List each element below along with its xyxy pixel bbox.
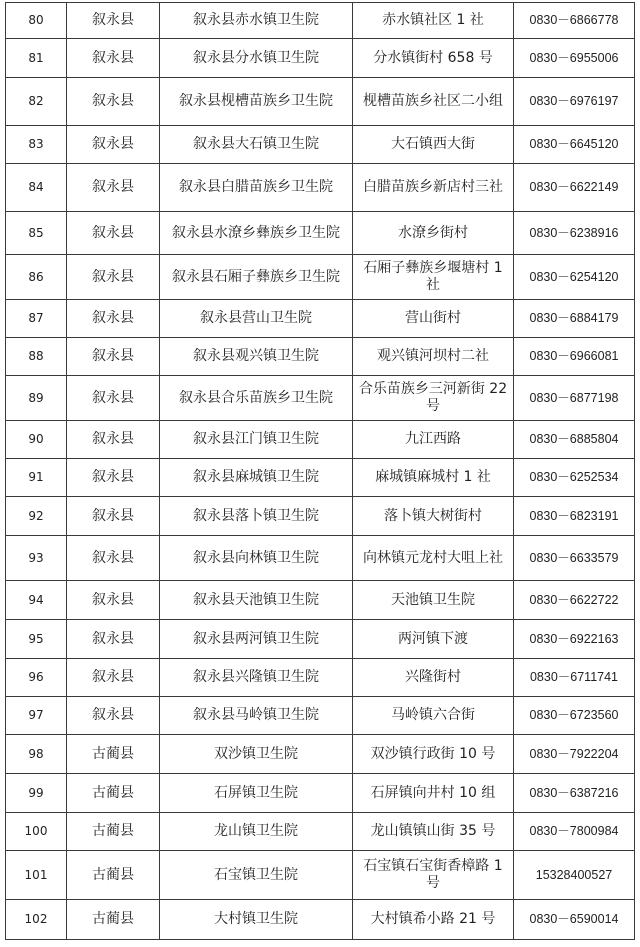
row-index: 98 <box>6 735 67 774</box>
address-cell: 观兴镇河坝村二社 <box>353 338 514 376</box>
county-cell: 叙永县 <box>67 3 160 39</box>
address-cell: 龙山镇镇山街 35 号 <box>353 813 514 851</box>
phone-cell: 0830－7800984 <box>514 813 635 851</box>
row-index: 97 <box>6 697 67 735</box>
phone-cell: 0830－6877198 <box>514 376 635 421</box>
table-row <box>6 497 635 536</box>
hospital-name-cell: 叙永县马岭镇卫生院 <box>160 697 353 735</box>
county-cell: 古蔺县 <box>67 900 160 940</box>
county-cell: 叙永县 <box>67 255 160 300</box>
table-row <box>6 536 635 581</box>
phone-cell: 0830－6823191 <box>514 497 635 536</box>
county-cell: 叙永县 <box>67 421 160 459</box>
address-cell: 分水镇街村 658 号 <box>353 39 514 78</box>
address-cell: 水潦乡街村 <box>353 212 514 255</box>
hospital-name-cell: 叙永县大石镇卫生院 <box>160 126 353 164</box>
hospital-name-cell: 叙永县天池镇卫生院 <box>160 581 353 620</box>
county-cell: 古蔺县 <box>67 735 160 774</box>
row-index: 89 <box>6 376 67 421</box>
address-cell: 石厢子彝族乡堰塘村 1 社 <box>353 255 514 300</box>
phone-cell: 0830－6238916 <box>514 212 635 255</box>
hospital-name-cell: 叙永县枧槽苗族乡卫生院 <box>160 78 353 126</box>
phone-cell: 0830－6976197 <box>514 78 635 126</box>
phone-cell: 0830－6885804 <box>514 421 635 459</box>
address-cell: 两河镇下渡 <box>353 620 514 659</box>
address-cell: 双沙镇行政街 10 号 <box>353 735 514 774</box>
table-row <box>6 813 635 851</box>
row-index: 88 <box>6 338 67 376</box>
address-cell: 赤水镇社区 1 社 <box>353 3 514 39</box>
phone-cell: 0830－6723560 <box>514 697 635 735</box>
phone-cell: 0830－6252534 <box>514 459 635 497</box>
county-cell: 叙永县 <box>67 126 160 164</box>
address-cell: 九江西路 <box>353 421 514 459</box>
phone-cell: 0830－6955006 <box>514 39 635 78</box>
hospital-name-cell: 叙永县两河镇卫生院 <box>160 620 353 659</box>
table-row <box>6 735 635 774</box>
address-cell: 落卜镇大树街村 <box>353 497 514 536</box>
row-index: 93 <box>6 536 67 581</box>
address-cell: 白腊苗族乡新店村三社 <box>353 164 514 212</box>
phone-cell: 0830－7922204 <box>514 735 635 774</box>
table-row <box>6 900 635 940</box>
hospital-name-cell: 叙永县赤水镇卫生院 <box>160 3 353 39</box>
hospital-name-cell: 石宝镇卫生院 <box>160 851 353 900</box>
hospital-name-cell: 双沙镇卫生院 <box>160 735 353 774</box>
county-cell: 古蔺县 <box>67 774 160 813</box>
phone-cell: 0830－6622722 <box>514 581 635 620</box>
row-index: 86 <box>6 255 67 300</box>
county-cell: 古蔺县 <box>67 813 160 851</box>
county-cell: 叙永县 <box>67 164 160 212</box>
row-index: 94 <box>6 581 67 620</box>
table-row <box>6 78 635 126</box>
phone-cell: 0830－6645120 <box>514 126 635 164</box>
address-cell: 向林镇元龙村大咀上社 <box>353 536 514 581</box>
table-row <box>6 376 635 421</box>
table-row <box>6 3 635 39</box>
table-row <box>6 659 635 697</box>
table-row <box>6 255 635 300</box>
phone-cell: 15328400527 <box>514 851 635 900</box>
county-cell: 叙永县 <box>67 536 160 581</box>
phone-cell: 0830－6590014 <box>514 900 635 940</box>
table-row <box>6 126 635 164</box>
address-cell: 天池镇卫生院 <box>353 581 514 620</box>
table-row <box>6 620 635 659</box>
table-row <box>6 851 635 900</box>
hospital-name-cell: 叙永县白腊苗族乡卫生院 <box>160 164 353 212</box>
hospital-name-cell: 叙永县分水镇卫生院 <box>160 39 353 78</box>
address-cell: 石屏镇向井村 10 组 <box>353 774 514 813</box>
county-cell: 叙永县 <box>67 581 160 620</box>
address-cell: 营山街村 <box>353 300 514 338</box>
address-cell: 马岭镇六合街 <box>353 697 514 735</box>
address-cell: 石宝镇石宝街香樟路 1 号 <box>353 851 514 900</box>
address-cell: 兴隆街村 <box>353 659 514 697</box>
county-cell: 叙永县 <box>67 212 160 255</box>
table-row <box>6 581 635 620</box>
row-index: 87 <box>6 300 67 338</box>
hospital-name-cell: 叙永县向林镇卫生院 <box>160 536 353 581</box>
county-cell: 叙永县 <box>67 376 160 421</box>
row-index: 80 <box>6 3 67 39</box>
hospital-name-cell: 叙永县兴隆镇卫生院 <box>160 659 353 697</box>
hospital-name-cell: 大村镇卫生院 <box>160 900 353 940</box>
hospital-name-cell: 龙山镇卫生院 <box>160 813 353 851</box>
table-row <box>6 338 635 376</box>
phone-cell: 0830－6884179 <box>514 300 635 338</box>
county-cell: 叙永县 <box>67 78 160 126</box>
table-row <box>6 697 635 735</box>
hospital-name-cell: 石屏镇卫生院 <box>160 774 353 813</box>
address-cell: 大村镇希小路 21 号 <box>353 900 514 940</box>
row-index: 96 <box>6 659 67 697</box>
row-index: 90 <box>6 421 67 459</box>
county-cell: 叙永县 <box>67 697 160 735</box>
table-row <box>6 212 635 255</box>
county-cell: 古蔺县 <box>67 851 160 900</box>
table-body <box>6 3 635 940</box>
county-cell: 叙永县 <box>67 659 160 697</box>
phone-cell: 0830－6866778 <box>514 3 635 39</box>
hospital-name-cell: 叙永县落卜镇卫生院 <box>160 497 353 536</box>
row-index: 95 <box>6 620 67 659</box>
phone-cell: 0830－6922163 <box>514 620 635 659</box>
hospital-name-cell: 叙永县江门镇卫生院 <box>160 421 353 459</box>
table-row <box>6 421 635 459</box>
hospital-name-cell: 叙永县合乐苗族乡卫生院 <box>160 376 353 421</box>
row-index: 99 <box>6 774 67 813</box>
phone-cell: 0830－6254120 <box>514 255 635 300</box>
row-index: 92 <box>6 497 67 536</box>
phone-cell: 0830－6622149 <box>514 164 635 212</box>
county-cell: 叙永县 <box>67 300 160 338</box>
phone-cell: 0830－6711741 <box>514 659 635 697</box>
hospital-name-cell: 叙永县水潦乡彝族乡卫生院 <box>160 212 353 255</box>
hospital-name-cell: 叙永县营山卫生院 <box>160 300 353 338</box>
phone-cell: 0830－6966081 <box>514 338 635 376</box>
table-row <box>6 300 635 338</box>
row-index: 84 <box>6 164 67 212</box>
row-index: 83 <box>6 126 67 164</box>
table-row <box>6 774 635 813</box>
county-cell: 叙永县 <box>67 39 160 78</box>
address-cell: 麻城镇麻城村 1 社 <box>353 459 514 497</box>
hospital-name-cell: 叙永县观兴镇卫生院 <box>160 338 353 376</box>
table-row <box>6 39 635 78</box>
county-cell: 叙永县 <box>67 338 160 376</box>
row-index: 100 <box>6 813 67 851</box>
row-index: 85 <box>6 212 67 255</box>
county-cell: 叙永县 <box>67 459 160 497</box>
row-index: 101 <box>6 851 67 900</box>
row-index: 81 <box>6 39 67 78</box>
phone-cell: 0830－6633579 <box>514 536 635 581</box>
health-center-table <box>5 2 635 940</box>
county-cell: 叙永县 <box>67 620 160 659</box>
phone-cell: 0830－6387216 <box>514 774 635 813</box>
row-index: 102 <box>6 900 67 940</box>
hospital-name-cell: 叙永县石厢子彝族乡卫生院 <box>160 255 353 300</box>
address-cell: 枧槽苗族乡社区二小组 <box>353 78 514 126</box>
table-row <box>6 459 635 497</box>
county-cell: 叙永县 <box>67 497 160 536</box>
address-cell: 大石镇西大街 <box>353 126 514 164</box>
table-row <box>6 164 635 212</box>
row-index: 91 <box>6 459 67 497</box>
address-cell: 合乐苗族乡三河新街 22 号 <box>353 376 514 421</box>
row-index: 82 <box>6 78 67 126</box>
hospital-name-cell: 叙永县麻城镇卫生院 <box>160 459 353 497</box>
